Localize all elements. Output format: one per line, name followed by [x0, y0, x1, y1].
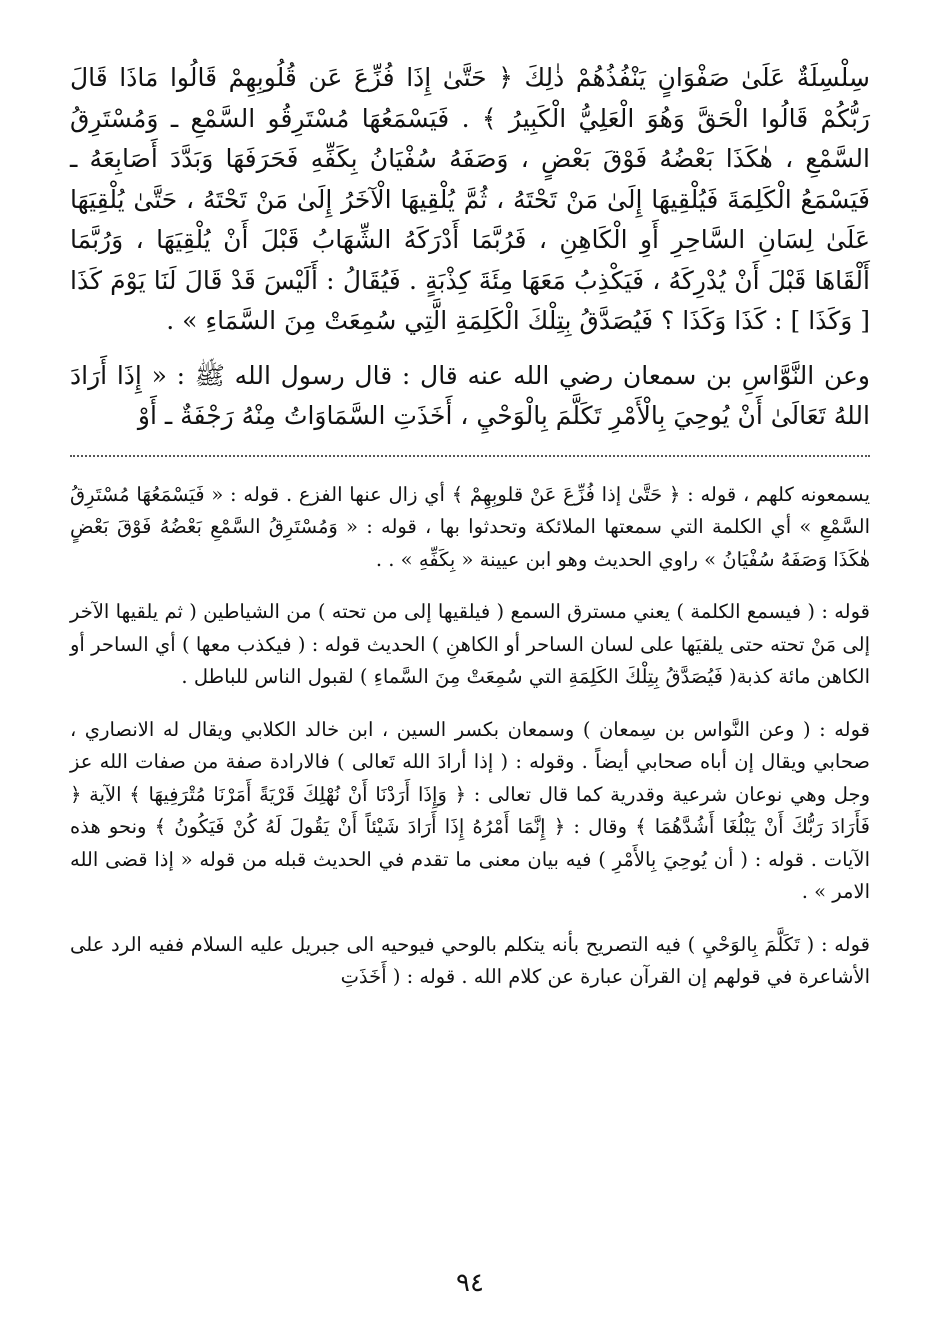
note-paragraph-2: قوله : ( فيسمع الكلمة ) يعني مسترق السمع ( فيلقيها إلى من تحته ) من الشياطين ( ثم يلقيها الآخر إلى مَنْ تحته حتى يلقيَها على لسان الساحر أو الكاهنِ ) الحديث قوله : ( فيكذب معها ) أي الساحر أو الكاهن مائة كذبة( فَيُصَدَّقُ بِتِلْكَ الكَلِمَةِ التي سُمِعَتْ مِنَ السَّماءِ ) لقبول الناس للباطل .: [70, 600, 870, 688]
hadith-paragraph-2: وعن النَّوَّاسِ بن سمعان رضي الله عنه قال : قال رسول الله ﷺ : « إِذَا أَرَادَ اللهُ تَعَالَىٰ أَنْ يُوحِيَ بِالْأَمْرِ تَكَلَّمَ بِالْوَحْيِ ، أَخَذَتِ السَّمَاوَاتُ مِنْهُ رَجْفَةٌ ـ أَوْ: [70, 360, 870, 430]
note-paragraph-1: يسمعونه كلهم ، قوله : ﴿ حَتَّىٰ إذا فُزِّعَ عَنْ قلوبِهِمْ ﴾ أي زال عنها الفزع . قوله : « فَيَسْمَعُهَا مُسْتَرِقُ السَّمْعِ » أي الكلمة التي سمعتها الملائكة وتحدثوا بها ، قوله : « وَمُسْتَرِقُ السَّمْعِ بَعْضُهُ فَوْقَ بَعْضٍ هٰكَذَا وَصَفَهُ سُفْيَانُ » راوي الحديث وهو ابن عيينة « بِكَفِّهِ » . .: [70, 482, 870, 571]
page-number: ٩٤: [456, 1268, 484, 1298]
commentary-notes: [70, 479, 870, 994]
hadith-paragraph-1: سِلْسِلَةٌ عَلَىٰ صَفْوَانٍ يَنْفُذُهُمْ ذٰلِكَ ﴿ حَتَّىٰ إِذَا فُزِّعَ عَن قُلُوبِهِمْ قَالُوا مَاذَا قَالَ رَبُّكُمْ قَالُوا الْحَقَّ وَهُوَ الْعَلِيُّ الْكَبِيرُ ﴾ . فَيَسْمَعُهَا مُسْتَرِقُو السَّمْعِ ـ وَمُسْتَرِقُ السَّمْعِ ، هٰكَذَا بَعْضُهُ فَوْقَ بَعْضٍ ، وَصَفَهُ سُفْيَانُ بِكَفِّهِ فَحَرَفَهَا وَبَدَّدَ أَصَابِعَهُ ـ فَيَسْمَعُ الْكَلِمَةَ فَيُلْقِيهَا إِلَىٰ مَنْ تَحْتَهُ ، ثُمَّ يُلْقِيهَا الْآخَرُ إِلَىٰ مَنْ تَحْتَهُ ، حَتَّىٰ يُلْقِيَهَا عَلَىٰ لِسَانِ السَّاحِرِ أَوِ الْكَاهِنِ ، فَرُبَّمَا أَدْرَكَهُ الشِّهَابُ قَبْلَ أَنْ يُلْقِيَهَا ، وَرُبَّمَا أَلْقَاهَا قَبْلَ أَنْ يُدْرِكَهُ ، فَيَكْذِبُ مَعَهَا مِئَةَ كِذْبَةٍ . فَيُقَالُ : أَلَيْسَ قَدْ قَالَ لَنَا يَوْمَ كَذَا [ وَكَذَا ] : كَذَا وَكَذَا ؟ فَيُصَدَّقُ بِتِلْكَ الْكَلِمَةِ الَّتِي سُمِعَتْ مِنَ السَّمَاءِ » .: [70, 63, 870, 335]
book-page: [70, 58, 870, 1320]
note-paragraph-3: قوله : ( وعن النَّواس بن سِمعان ) وسمعان بكسر السين ، ابن خالد الكلابي ويقال له الانصاري ، صحابي ويقال إن أباه صحابي أيضاً . وقوله : ( إذا أرادَ الله تَعالى ) فالارادة صفة من صفات الله عز وجل وهي نوعان شرعية وقدرية كما قال تعالى : ﴿ وَإِذَا أَرَدْنَا أَنْ نُهْلِكَ قَرْيَةً أَمَرْنَا مُتْرَفِيهَا ﴾ الآية ﴿ فَأَرَادَ رَبُّكَ أَنْ يَبْلُغَا أَشُدَّهُمَا ﴾ وقال : ﴿ إِنَّمَا أَمْرُهُ إِذَا أَرَادَ شَيْئاً أَنْ يَقُولَ لَهُ كُنْ فَيَكُونُ ﴾ ونحو هذه الآيات . قوله : ( أن يُوحِيَ بِالأَمْرِ ) فيه بيان معنى ما تقدم في الحديث قبله من قوله « إذا قضى الله الامر » .: [70, 717, 870, 903]
dotted-divider: [70, 455, 870, 457]
note-paragraph-4: قوله : ( تَكَلَّمَ بِالوَحْيِ ) فيه التصريح بأنه يتكلم بالوحي فيوحيه الى جبريل عليه السلام ففيه الرد على الأشاعرة في قولهم إن القرآن عبارة عن كلام الله . قوله : ( أَخَذَتِ: [70, 932, 870, 988]
hadith-text: [70, 58, 870, 437]
